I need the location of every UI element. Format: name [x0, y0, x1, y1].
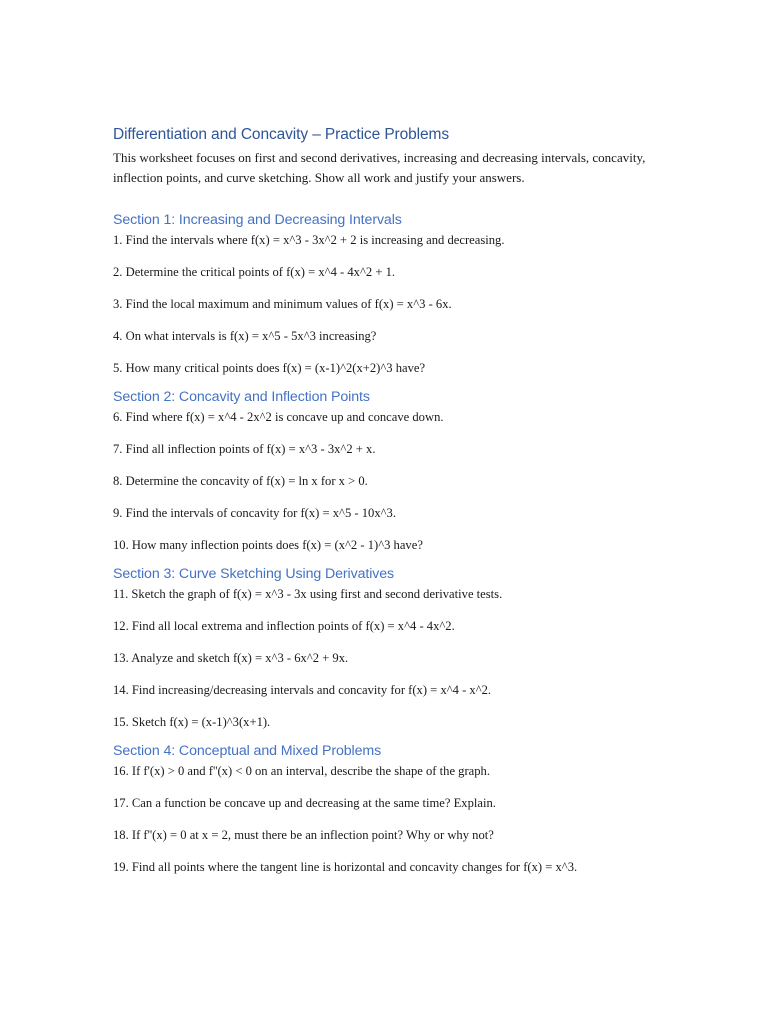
question-item: 4. On what intervals is f(x) = x^5 - 5x^3 increasing?: [113, 329, 377, 343]
question-item: 2. Determine the critical points of f(x) = x^4 - 4x^2 + 1.: [113, 265, 396, 279]
section-3: [113, 564, 673, 730]
section-heading: Section 2: Concavity and Inflection Points: [113, 389, 370, 405]
section-2: [113, 387, 673, 553]
section-heading: Section 3: Curve Sketching Using Derivatives: [113, 566, 395, 582]
question-item: 14. Find increasing/decreasing intervals and concavity for f(x) = x^4 - x^2.: [113, 683, 492, 697]
question-item: 18. If f''(x) = 0 at x = 2, must there be an inflection point? Why or why not?: [113, 828, 494, 842]
question-item: 3. Find the local maximum and minimum values of f(x) = x^3 - 6x.: [113, 297, 452, 311]
question-item: 17. Can a function be concave up and decreasing at the same time? Explain.: [113, 796, 496, 810]
question-item: 9. Find the intervals of concavity for f(x) = x^5 - 10x^3.: [113, 506, 396, 520]
question-item: 10. How many inflection points does f(x) = (x^2 - 1)^3 have?: [113, 538, 423, 552]
section-1: [113, 210, 673, 376]
question-item: 1. Find the intervals where f(x) = x^3 - 3x^2 + 2 is increasing and decreasing.: [113, 233, 505, 247]
question-item: 13. Analyze and sketch f(x) = x^3 - 6x^2 + 9x.: [113, 651, 349, 665]
question-item: 16. If f'(x) > 0 and f''(x) < 0 on an interval, describe the shape of the graph.: [113, 764, 491, 778]
section-4: [113, 741, 673, 875]
question-item: 8. Determine the concavity of f(x) = ln x for x > 0.: [113, 474, 368, 488]
document-title: Differentiation and Concavity – Practice Problems: [113, 126, 449, 143]
question-item: 5. How many critical points does f(x) = (x-1)^2(x+2)^3 have?: [113, 361, 426, 375]
question-item: 15. Sketch f(x) = (x-1)^3(x+1).: [113, 715, 271, 729]
section-heading: Section 4: Conceptual and Mixed Problems: [113, 743, 382, 759]
question-item: 19. Find all points where the tangent line is horizontal and concavity changes for f(x) = x^3.: [113, 860, 578, 874]
question-item: 6. Find where f(x) = x^4 - 2x^2 is concave up and concave down.: [113, 410, 444, 424]
section-heading: Section 1: Increasing and Decreasing Intervals: [113, 212, 402, 228]
question-item: 11. Sketch the graph of f(x) = x^3 - 3x using first and second derivative tests.: [113, 587, 503, 601]
question-item: 12. Find all local extrema and inflection points of f(x) = x^4 - 4x^2.: [113, 619, 455, 633]
intro-paragraph: This worksheet focuses on first and second derivatives, increasing and decreasing intervals, concavity, inflection points, and curve sketching. Show all work and justify your answers.: [113, 150, 646, 185]
question-item: 7. Find all inflection points of f(x) = x^3 - 3x^2 + x.: [113, 442, 376, 456]
worksheet-page: [113, 124, 673, 875]
